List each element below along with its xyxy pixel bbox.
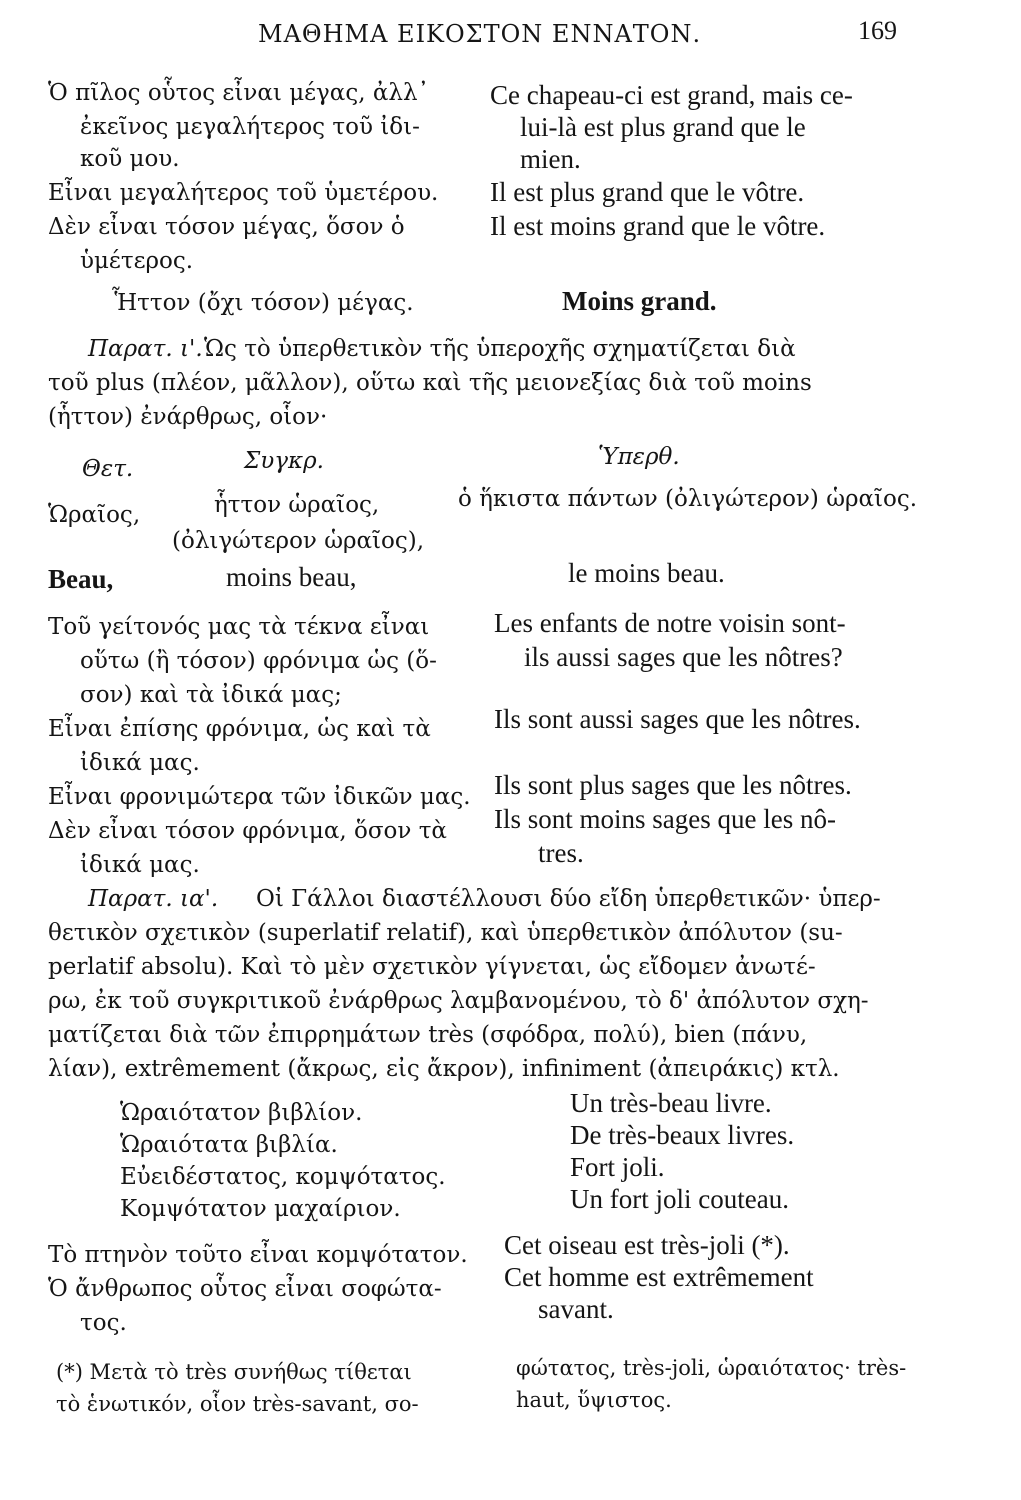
greek-line: Εἶναι μεγαλήτερος τοῦ ὑμετέρου. (48, 180, 439, 206)
greek-positive: Ὡραῖος, (48, 502, 141, 528)
column-header-positive: Θετ. (82, 456, 134, 482)
remark-label: Παρατ. ι'. (88, 336, 203, 362)
running-header: ΜΑΘΗΜΑ ΕΙΚΟΣΤΟΝ ΕΝΝΑΤΟΝ. (258, 20, 702, 48)
french-line: savant. (538, 1294, 614, 1324)
remark-label: Παρατ. ια'. (88, 886, 219, 912)
column-header-superlative: Ὑπερθ. (598, 444, 680, 470)
french-positive: Beau, (48, 564, 114, 594)
french-line: lui-là est plus grand que le (520, 112, 806, 142)
column-header-comparative: Συγκρ. (244, 448, 324, 474)
french-comparative: moins beau, (226, 562, 357, 592)
remark-line: θετικὸν σχετικὸν (superlatif relatif), καὶ ὑπερθετικὸν ἀπόλυτον (su- (48, 920, 843, 946)
remark-line: Οἱ Γάλλοι διαστέλλουσι δύο εἴδη ὑπερθετικῶν· ὑπερ- (256, 886, 881, 912)
french-superlative: le moins beau. (568, 558, 725, 588)
greek-line: ἐκεῖνος μεγαλήτερος τοῦ ἰδι- (80, 114, 420, 140)
greek-line: ἰδικά μας. (80, 852, 200, 878)
greek-line: ὑμέτερος. (80, 248, 194, 274)
greek-line: Τοῦ γείτονός μας τὰ τέκνα εἶναι (48, 614, 430, 640)
greek-line: Ὁ ἄνθρωπος οὗτος εἶναι σοφώτα- (48, 1276, 442, 1302)
example-french: Fort joli. (570, 1152, 665, 1182)
remark-line: (ἧττον) ἐνάρθρως, οἷον· (48, 404, 328, 430)
greek-line: Εἶναι ἐπίσης φρόνιμα, ὡς καὶ τὰ (48, 716, 431, 742)
footnote-line: φώτατος, très-joli, ὡραιότατος· très- (516, 1356, 907, 1380)
greek-line: Εἶναι φρονιμώτερα τῶν ἰδικῶν μας. (48, 784, 471, 810)
french-line: Cet homme est extrêmement (504, 1262, 814, 1292)
greek-line: τος. (80, 1310, 127, 1336)
french-line: Ils sont moins sages que les nô- (494, 804, 836, 834)
french-line: Ce chapeau-ci est grand, mais ce- (490, 80, 853, 110)
greek-line: Ἧττον (ὄχι τόσον) μέγας. (112, 290, 414, 316)
example-greek: Ὡραιότατα βιβλία. (120, 1132, 338, 1158)
remark-line: ματίζεται διὰ τῶν ἐπιρρημάτων très (σφόδρα, πολύ), bien (πάνυ, (48, 1022, 808, 1048)
greek-comparative-alt: (ὀλιγώτερον ὡραῖος), (172, 528, 425, 554)
remark-line: perlatif absolu). Καὶ τὸ μὲν σχετικὸν γίγνεται, ὡς εἴδομεν ἀνωτέ- (48, 954, 816, 980)
greek-line: ἰδικά μας. (80, 750, 200, 776)
french-line: tres. (538, 838, 584, 868)
example-french: Un très-beau livre. (570, 1088, 772, 1118)
greek-line: σον) καὶ τὰ ἰδικά μας; (80, 682, 342, 708)
greek-line: Δὲν εἶναι τόσον φρόνιμα, ὅσον τὰ (48, 818, 447, 844)
french-line: Les enfants de notre voisin sont- (494, 608, 846, 638)
footnote-line: τὸ ἑνωτικόν, οἷον très-savant, σο- (56, 1392, 419, 1416)
example-french: De très-beaux livres. (570, 1120, 795, 1150)
greek-comparative: ἧττον ὡραῖος, (214, 492, 380, 518)
french-line: mien. (520, 144, 581, 174)
french-line: Cet oiseau est très-joli (*). (504, 1230, 790, 1260)
remark-line: ρω, ἐκ τοῦ συγκριτικοῦ ἐνάρθρως λαμβανομένου, τὸ δ' ἀπόλυτον σχη- (48, 988, 869, 1014)
french-line: Ils sont plus sages que les nôtres. (494, 770, 852, 800)
remark-line: λίαν), extrêmement (ἄκρως, εἰς ἄκρον), infiniment (ἀπειράκις) κτλ. (48, 1056, 840, 1082)
greek-line: Τὸ πτηνὸν τοῦτο εἶναι κομψότατον. (48, 1242, 468, 1268)
page-number: 169 (858, 16, 897, 45)
footnote-line: haut, ὕψιστος. (516, 1388, 672, 1412)
remark-line: Ὡς τὸ ὑπερθετικὸν τῆς ὑπεροχῆς σχηματίζεται διὰ (204, 336, 796, 362)
example-french: Un fort joli couteau. (570, 1184, 789, 1214)
french-line: Il est moins grand que le vôtre. (490, 211, 826, 241)
greek-line: Δὲν εἶναι τόσον μέγας, ὅσον ὁ (48, 214, 405, 240)
french-line: Il est plus grand que le vôtre. (490, 177, 805, 207)
greek-line: οὕτω (ἢ τόσον) φρόνιμα ὡς (ὅ- (80, 648, 437, 674)
greek-superlative: ὁ ἥκιστα πάντων (ὀλιγώτερον) ὡραῖος. (458, 486, 918, 512)
greek-line: Ὁ πῖλος οὗτος εἶναι μέγας, ἀλλ᾽ (48, 80, 430, 106)
footnote-line: (*) Μετὰ τὸ très συνήθως τίθεται (56, 1360, 412, 1384)
example-greek: Κομψότατον μαχαίριον. (120, 1196, 401, 1222)
french-line: ils aussi sages que les nôtres? (524, 642, 843, 672)
french-line: Ils sont aussi sages que les nôtres. (494, 704, 861, 734)
greek-line: κοῦ μου. (80, 146, 180, 172)
example-greek: Ὡραιότατον βιβλίον. (120, 1100, 363, 1126)
remark-line: τοῦ plus (πλέον, μᾶλλον), οὕτω καὶ τῆς μειονεξίας διὰ τοῦ moins (48, 370, 812, 396)
example-greek: Εὐειδέστατος, κομψότατος. (120, 1164, 446, 1190)
french-line: Moins grand. (562, 286, 717, 316)
